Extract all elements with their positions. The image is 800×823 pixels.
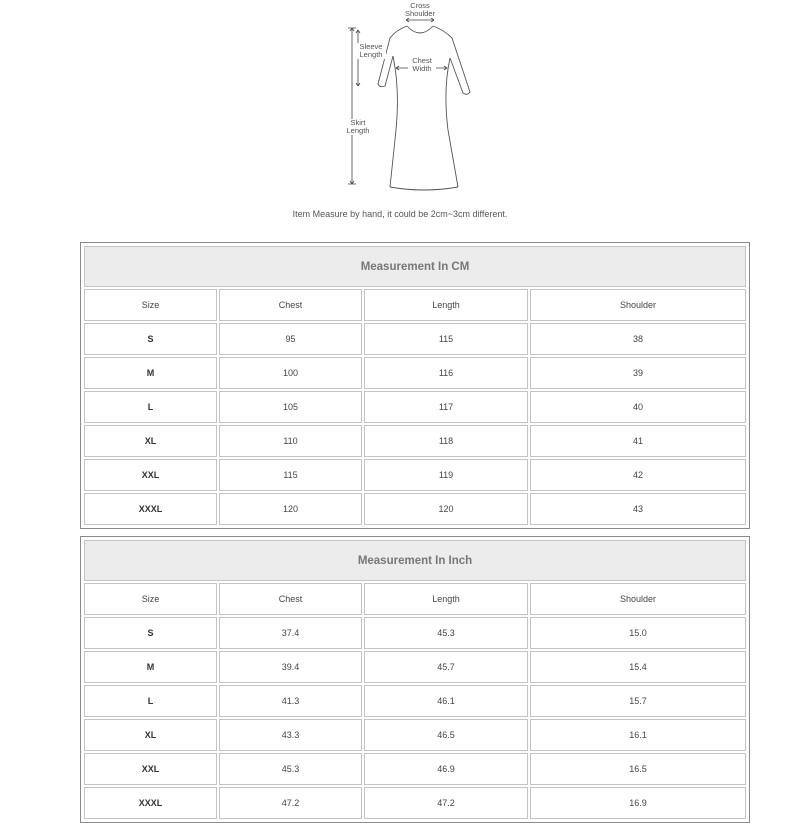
cell-length: 119: [364, 459, 528, 491]
skirt-length-label: [342, 119, 374, 135]
cell-size: M: [84, 357, 217, 389]
table-title: Measurement In Inch: [84, 540, 746, 581]
table-row: [84, 617, 746, 649]
table-row: [84, 753, 746, 785]
table-title-row: [84, 246, 746, 287]
cell-length: 120: [364, 493, 528, 525]
cell-shoulder: 41: [530, 425, 746, 457]
cell-length: 46.9: [364, 753, 528, 785]
cell-length: 46.5: [364, 719, 528, 751]
skirt-length-label-line1: Skirt: [350, 118, 366, 127]
dress-outline-icon: [330, 0, 480, 195]
table-title-row: [84, 540, 746, 581]
size-table-inch-grid: [82, 538, 748, 821]
cell-chest: 37.4: [219, 617, 362, 649]
cell-length: 45.7: [364, 651, 528, 683]
header-chest: Chest: [219, 289, 362, 321]
table-row: [84, 391, 746, 423]
cell-length: 45.3: [364, 617, 528, 649]
cell-size: L: [84, 391, 217, 423]
cross-shoulder-label: [402, 2, 438, 18]
table-header-row: [84, 289, 746, 321]
size-table-cm: [80, 242, 750, 529]
cell-size: M: [84, 651, 217, 683]
cell-chest: 47.2: [219, 787, 362, 819]
size-table-inch: [80, 536, 750, 823]
cell-chest: 105: [219, 391, 362, 423]
cell-size: L: [84, 685, 217, 717]
cell-shoulder: 15.0: [530, 617, 746, 649]
cell-shoulder: 16.9: [530, 787, 746, 819]
dress-measurement-diagram: [330, 0, 480, 195]
table-row: [84, 357, 746, 389]
cell-shoulder: 43: [530, 493, 746, 525]
chest-width-label: [408, 57, 436, 73]
cell-length: 118: [364, 425, 528, 457]
cell-length: 47.2: [364, 787, 528, 819]
cell-size: XL: [84, 719, 217, 751]
cell-length: 117: [364, 391, 528, 423]
cell-size: S: [84, 617, 217, 649]
table-row: [84, 685, 746, 717]
cell-shoulder: 38: [530, 323, 746, 355]
table-row: [84, 651, 746, 683]
cell-size: XXL: [84, 459, 217, 491]
cell-shoulder: 42: [530, 459, 746, 491]
sleeve-length-label-line2: Length: [359, 50, 383, 59]
cross-shoulder-label-line2: Shoulder: [404, 9, 436, 18]
table-row: [84, 459, 746, 491]
table-row: [84, 323, 746, 355]
header-length: Length: [364, 583, 528, 615]
table-row: [84, 425, 746, 457]
cell-length: 115: [364, 323, 528, 355]
cell-chest: 43.3: [219, 719, 362, 751]
cross-shoulder-label-line1: Cross: [410, 1, 430, 10]
cell-length: 46.1: [364, 685, 528, 717]
sleeve-length-label-line1: Sleeve: [359, 42, 383, 51]
cell-chest: 110: [219, 425, 362, 457]
header-length: Length: [364, 289, 528, 321]
cell-chest: 100: [219, 357, 362, 389]
cell-size: S: [84, 323, 217, 355]
cell-size: XXL: [84, 753, 217, 785]
header-size: Size: [84, 289, 217, 321]
cell-shoulder: 15.4: [530, 651, 746, 683]
header-size: Size: [84, 583, 217, 615]
table-row: [84, 493, 746, 525]
table-row: [84, 719, 746, 751]
cell-chest: 120: [219, 493, 362, 525]
cell-size: XXXL: [84, 493, 217, 525]
cell-shoulder: 16.1: [530, 719, 746, 751]
header-shoulder: Shoulder: [530, 583, 746, 615]
cell-chest: 95: [219, 323, 362, 355]
cell-shoulder: 16.5: [530, 753, 746, 785]
cell-shoulder: 40: [530, 391, 746, 423]
table-row: [84, 787, 746, 819]
cell-chest: 39.4: [219, 651, 362, 683]
cell-size: XXXL: [84, 787, 217, 819]
skirt-length-label-line2: Length: [346, 126, 370, 135]
table-title: Measurement In CM: [84, 246, 746, 287]
cell-chest: 41.3: [219, 685, 362, 717]
chest-width-label-line2: Width: [412, 64, 432, 73]
size-table-cm-grid: [82, 244, 748, 527]
cell-size: XL: [84, 425, 217, 457]
table-header-row: [84, 583, 746, 615]
header-chest: Chest: [219, 583, 362, 615]
measurement-note: Item Measure by hand, it could be 2cm~3cm different.: [292, 209, 508, 219]
cell-chest: 45.3: [219, 753, 362, 785]
cell-shoulder: 39: [530, 357, 746, 389]
cell-length: 116: [364, 357, 528, 389]
header-shoulder: Shoulder: [530, 289, 746, 321]
sleeve-length-label: [356, 43, 386, 59]
chest-width-label-line1: Chest: [412, 56, 432, 65]
cell-chest: 115: [219, 459, 362, 491]
cell-shoulder: 15.7: [530, 685, 746, 717]
